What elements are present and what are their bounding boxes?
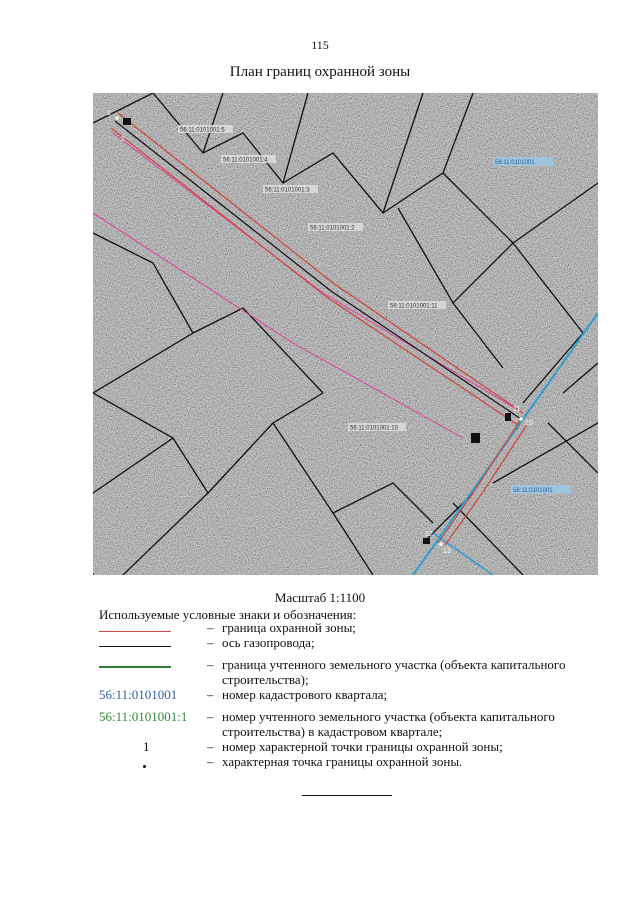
point-number: 2 [121, 136, 125, 143]
point-dot [439, 542, 443, 546]
parcel-label [388, 301, 446, 310]
structure-marker [423, 538, 430, 544]
parcel-label [263, 185, 318, 194]
black-line-symbol [99, 646, 171, 647]
legend-dash: – [207, 739, 214, 754]
legend-dash: – [207, 754, 214, 769]
legend-dash: – [207, 635, 214, 650]
svg-text:56:11:0101001:4: 56:11:0101001:4 [223, 157, 268, 164]
point-number: 13 [443, 548, 451, 555]
point-number: 10 [525, 420, 533, 427]
parcel-label [348, 423, 406, 432]
legend-dash: – [207, 709, 214, 724]
parcel-label [221, 155, 276, 164]
legend-heading: Используемые условные знаки и обозначения: [99, 607, 357, 622]
svg-text:56:11:0101001: 56:11:0101001 [513, 488, 553, 494]
legend-text: характерная точка границы охранной зоны. [222, 754, 463, 769]
point-dot [519, 417, 523, 421]
structure-marker [123, 118, 131, 125]
quarter-label [493, 157, 553, 166]
parcel-code-sample: 56:11:0101001:1 [99, 709, 188, 724]
legend-text: ось газопровода; [222, 635, 315, 650]
plan-title: План границ охранной зоны [229, 64, 411, 80]
point-dot-icon [143, 765, 146, 768]
structure-marker [505, 413, 511, 421]
point-number: 12 [425, 531, 433, 538]
quarter-label [511, 485, 571, 494]
legend-dash: – [207, 657, 214, 672]
parcel-label [178, 125, 233, 134]
legend-dash: – [207, 620, 214, 635]
point-dot [115, 116, 119, 120]
red-line-symbol [99, 631, 171, 632]
point-number-sample: 1 [143, 739, 150, 754]
green-line-symbol [99, 666, 171, 668]
quarter-code-sample: 56:11:0101001 [99, 687, 178, 702]
legend-text: граница охранной зоны; [222, 620, 356, 635]
point-number: 1 [107, 110, 111, 117]
zone-map [93, 93, 598, 575]
signature-line [302, 795, 392, 796]
point-number: 11 [513, 406, 521, 413]
svg-text:56:11:0101001:2: 56:11:0101001:2 [310, 225, 355, 232]
map-scale: Масштаб 1:1100 [274, 590, 366, 605]
legend-text: номер характерной точки границы охранной зоны; [222, 739, 503, 754]
parcel-label [308, 223, 363, 232]
svg-text:56:11:0101001:5: 56:11:0101001:5 [180, 127, 225, 134]
svg-text:56:11:0101001:10: 56:11:0101001:10 [350, 425, 398, 432]
svg-text:56:11:0101001:3: 56:11:0101001:3 [265, 187, 310, 194]
legend-text: граница учтенного земельного участка (объекта капитального строительства); [222, 657, 566, 687]
legend-text: номер учтенного земельного участка (объекта капитального строительства) в кадастровом квартале; [222, 709, 555, 739]
page-number: 115 [311, 38, 329, 52]
structure-marker [471, 433, 480, 443]
legend-dash: – [207, 687, 214, 702]
svg-text:56:11:0101001: 56:11:0101001 [495, 160, 535, 166]
svg-text:56:11:0101001:11: 56:11:0101001:11 [390, 303, 438, 310]
legend-text: номер кадастрового квартала; [222, 687, 388, 702]
